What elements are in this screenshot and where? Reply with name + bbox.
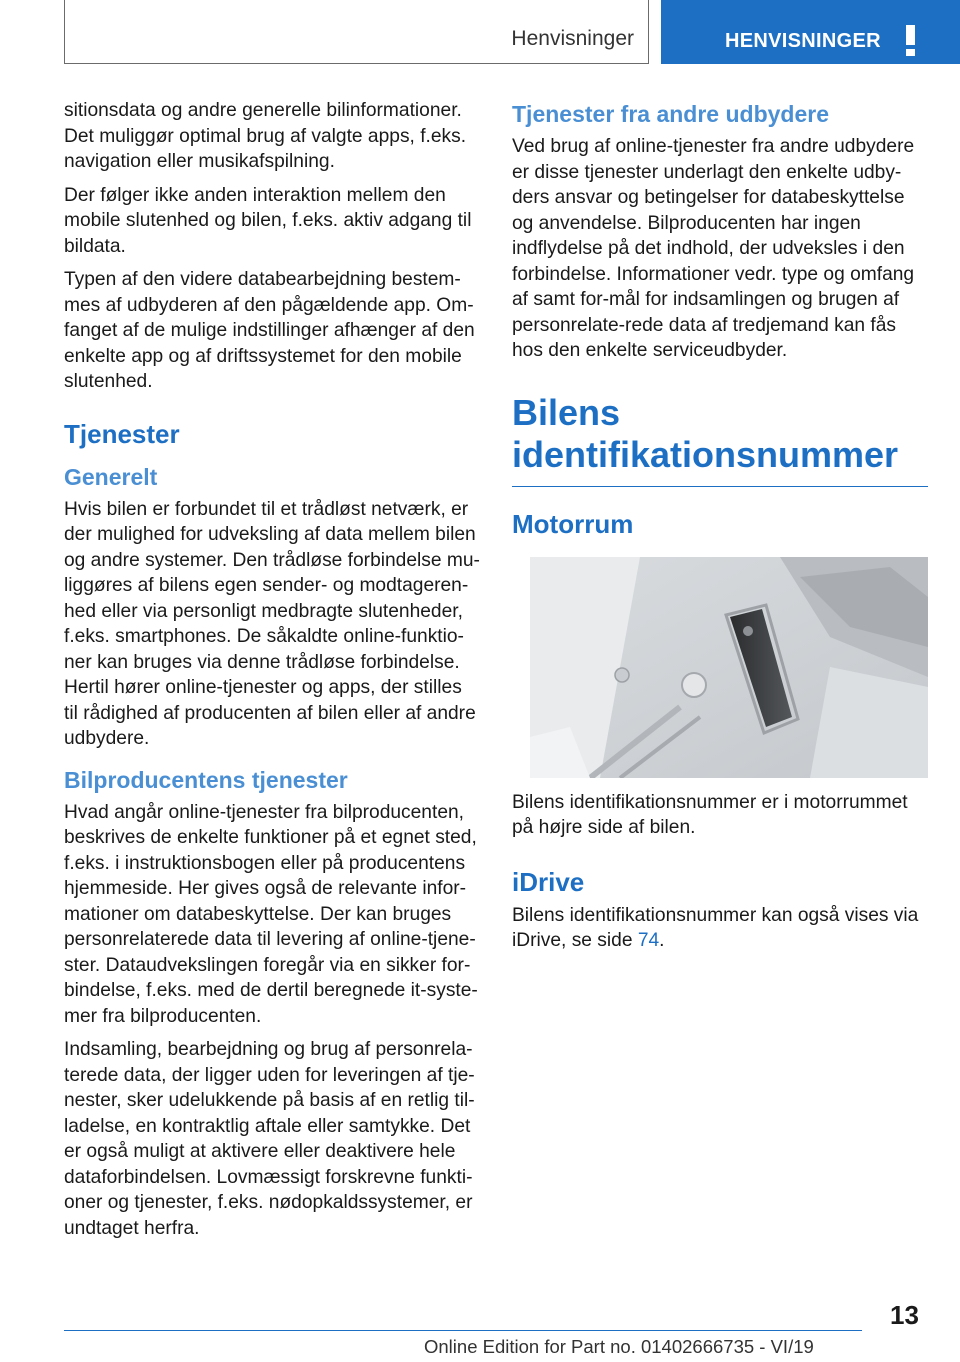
heading-tjenester: Tjenester: [64, 418, 180, 449]
page-link-74[interactable]: 74: [637, 930, 660, 951]
header-section-label: Henvisninger: [511, 27, 634, 50]
header-chapter-label: HENVISNINGER: [725, 30, 881, 52]
heading-motorrum: Motorrum: [512, 508, 634, 539]
heading-bilens-line2: identifikationsnummer: [512, 433, 899, 475]
right-column: [512, 98, 928, 962]
footer-edition-text: Online Edition for Part no. 01402666735 - VI/19: [424, 1336, 814, 1357]
bilproducent-paragraph-2: Indsamling, bearbejdning og brug af personrela‐terede data, der ligger uden for leveringen af tje‐nester, sker udelukkende på basis af en retlig til‐ladelse, en kontraktlig aftale eller samtykke. Det er også muligt at aktivere eller deaktivere hele dataforbindelsen. Lovmæssigt forskrevne funkti‐oner og tjenester, f.eks. nødopkaldssystemer, er undtaget herfra.: [64, 1039, 475, 1239]
heading-idrive: iDrive: [512, 866, 585, 897]
footer-rule: [64, 1330, 862, 1331]
andre-paragraph: Ved brug af online-tjenester fra andre udbydere er disse tjenester underlagt den enkelte udby‐ders ansvar og betingelser for databeskyttelse og anvendelse. Bilproducenten har ingen indflydelse på det indhold, der udveksles i den forbindelse. Informationer vedr. type og omfang af samt for‐mål for indsamlingen og brugen af personrelate‐rede data af tredjemand kan fås hos den enkelte serviceudbyder.: [512, 136, 915, 361]
header-section-box: [64, 0, 649, 64]
heading-bilproducentens-tjenester: Bilproducentens tjenester: [64, 766, 348, 793]
intro-paragraph-2: Der følger ikke anden interaktion mellem den mobile slutenhed og bilen, f.eks. aktiv adgang til bildata.: [64, 184, 472, 257]
bilproducent-paragraph-1: Hvad angår online-tjenester fra bilproducenten, beskrives de enkelte funktioner på et egnet sted, f.eks. i instruktionsbogen eller på producentens hjemmeside. Her gives også de relevante infor‐mationer om databeskyttelse. Der kan bruges personrelaterede data til levering af online-tjene‐ster. Dataudvekslingen foregår via en sikker for‐bindelse, f.eks. med de dertil beregnede it-syste‐mer fra bilproducenten.: [64, 801, 478, 1027]
heading-generelt: Generelt: [64, 463, 158, 490]
page-number: 13: [890, 1300, 919, 1330]
intro-paragraph-3: Typen af den videre databearbejdning bestem‐mes af udbyderen af den pågældende app. Om‐fanget af de mulige indstillinger afhænger af den enkelte app og af driftssystemet for den mobile slutenhed.: [64, 269, 475, 392]
idrive-text: Bilens identifikationsnummer kan også vises via iDrive, se side: [512, 904, 919, 951]
motorrum-paragraph: Bilens identifikationsnummer er i motorrummet på højre side af bilen.: [512, 791, 908, 838]
left-column: [64, 98, 480, 1249]
engine-bay-photo: [530, 557, 928, 778]
header-chapter-tab[interactable]: [661, 0, 960, 64]
heading-bilens-identifikationsnummer: [512, 392, 928, 487]
intro-paragraph-1: sitionsdata og andre generelle bilinformationer. Det muliggør optimal brug af valgte apps, f.eks. navigation eller musikafspilning.: [64, 100, 467, 172]
heading-tjenester-andre-udbydere: Tjenester fra andre udbydere: [512, 101, 829, 127]
idrive-paragraph: [512, 903, 928, 954]
heading-bilens-line1: Bilens: [512, 391, 621, 433]
idrive-period: .: [659, 930, 665, 951]
generelt-paragraph: Hvis bilen er forbundet til et trådløst netværk, er der mulighed for udveksling af data mellem bilen og andre systemer. Den trådløse forbindelse mu‐liggøres af bilens egen sender- og modtageren‐hed eller via personligt medbragte slutenheder, f.eks. smartphones. De såkaldte online-funktio‐ner kan bruges via denne trådløse forbindelse. Hertil hører online-tjenester og apps, der stilles til rådighed af producenten af bilen eller af andre udbydere.: [64, 498, 480, 749]
exclamation-icon: [906, 25, 915, 55]
